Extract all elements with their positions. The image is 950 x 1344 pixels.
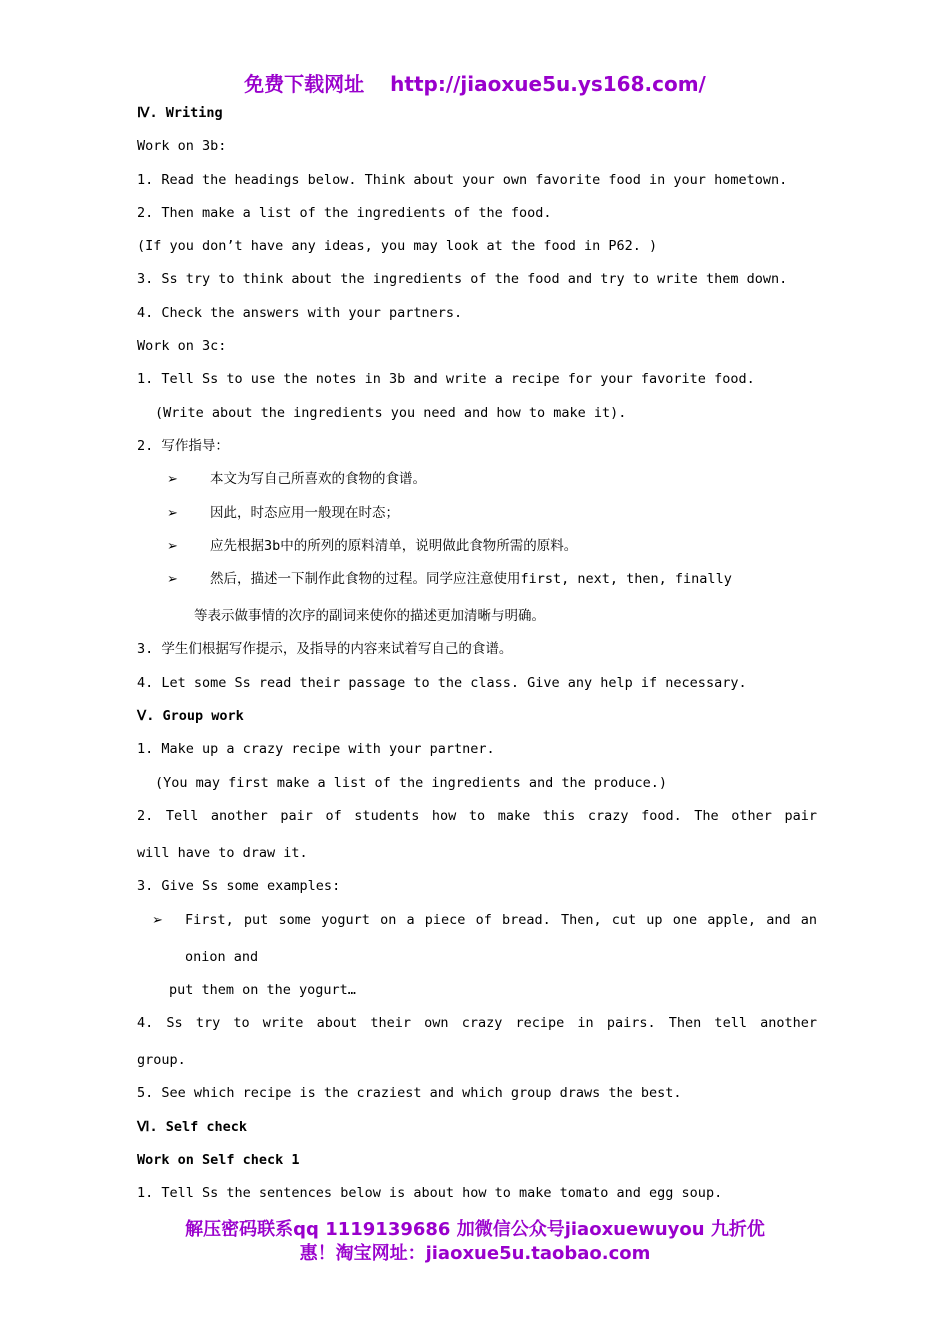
- self-check-subtitle: Work on Self check 1: [137, 1152, 300, 1169]
- guide-bullet: ➢ 因此，时态应用一般现在时态；: [137, 497, 817, 530]
- section-title-self-check: Ⅵ. Self check: [137, 1118, 247, 1135]
- footer-line-1: 解压密码联系qq 1119139686 加微信公众号jiaoxuewuyou 九折优: [185, 1219, 765, 1240]
- section-title-writing: Ⅳ. Writing: [137, 105, 223, 121]
- group-step-5: 5. See which recipe is the craziest and which group draws the best.: [137, 1085, 682, 1102]
- step-3c-1-note: (Write about the ingredients you need and how to make it).: [155, 404, 627, 421]
- footer-line-2: 惠！淘宝网址：jiaoxue5u.taobao.com: [299, 1243, 651, 1264]
- step-3b-3: 3. Ss try to think about the ingredients of the food and try to write them down.: [137, 271, 788, 288]
- step-3b-4: 4. Check the answers with your partners.: [137, 304, 463, 321]
- guide-bullet: ➢ 然后，描述一下制作此食物的过程。同学应注意使用first, next, then, finally: [137, 563, 817, 600]
- group-step-1: 1. Make up a crazy recipe with your partner.: [137, 741, 495, 758]
- work-on-3c: Work on 3c:: [137, 338, 227, 355]
- arrow-bullet-icon: ➢: [167, 505, 178, 521]
- guide-bullet: ➢ 本文为写自己所喜欢的食物的食谱。: [137, 463, 817, 496]
- example-bullet-cont2: put them on the yogurt…: [169, 981, 356, 998]
- guide-bullet-continuation: 等表示做事情的次序的副词来使你的描述更加清晰与明确。: [194, 608, 545, 625]
- download-banner: [0, 68, 950, 97]
- group-step-3: 3. Give Ss some examples:: [137, 878, 341, 895]
- step-3c-3: 3. 学生们根据写作提示，及指导的内容来试着写自己的食谱。: [137, 641, 513, 658]
- step-3b-2: 2. Then make a list of the ingredients of the food.: [137, 204, 552, 221]
- work-on-3b: Work on 3b:: [137, 138, 227, 155]
- arrow-bullet-icon: ➢: [167, 472, 178, 488]
- section-title-group-work: Ⅴ. Group work: [137, 708, 244, 725]
- step-3c-4: 4. Let some Ss read their passage to the class. Give any help if necessary.: [137, 674, 747, 691]
- example-bullet: ➢ First, put some yogurt on a piece of bread. Then, cut up one apple, and an: [137, 904, 817, 941]
- step-3b-2-note: (If you don’t have any ideas, you may look at the food in P62. ): [137, 238, 658, 255]
- arrow-bullet-icon: ➢: [167, 538, 178, 554]
- self-check-step-1: 1. Tell Ss the sentences below is about how to make tomato and egg soup.: [137, 1185, 723, 1202]
- document-body: [137, 97, 817, 1211]
- guide-bullet: ➢ 应先根据3b中的所列的原料清单，说明做此食物所需的原料。: [137, 530, 817, 563]
- step-3c-2: 2. 写作指导：: [137, 437, 229, 454]
- group-step-4: 4. Ss try to write about their own crazy recipe in pairs. Then tell another: [137, 1015, 817, 1032]
- step-3c-1: 1. Tell Ss to use the notes in 3b and write a recipe for your favorite food.: [137, 371, 755, 388]
- arrow-bullet-icon: ➢: [167, 572, 178, 588]
- banner-label: 免费下载网址: [244, 72, 365, 96]
- step-3b-1: 1. Read the headings below. Think about your own favorite food in your hometown.: [137, 171, 788, 188]
- arrow-bullet-icon: ➢: [152, 912, 163, 928]
- group-step-2-cont: will have to draw it.: [137, 844, 308, 861]
- contact-footer: [0, 1218, 950, 1266]
- banner-url-link[interactable]: http://jiaoxue5u.ys168.com/: [390, 72, 706, 96]
- group-step-1-note: (You may first make a list of the ingredients and the produce.): [155, 774, 668, 791]
- group-step-4-cont: group.: [137, 1052, 186, 1069]
- example-bullet-cont: onion and: [185, 948, 259, 965]
- group-step-2: 2. Tell another pair of students how to make this crazy food. The other pair: [137, 807, 817, 824]
